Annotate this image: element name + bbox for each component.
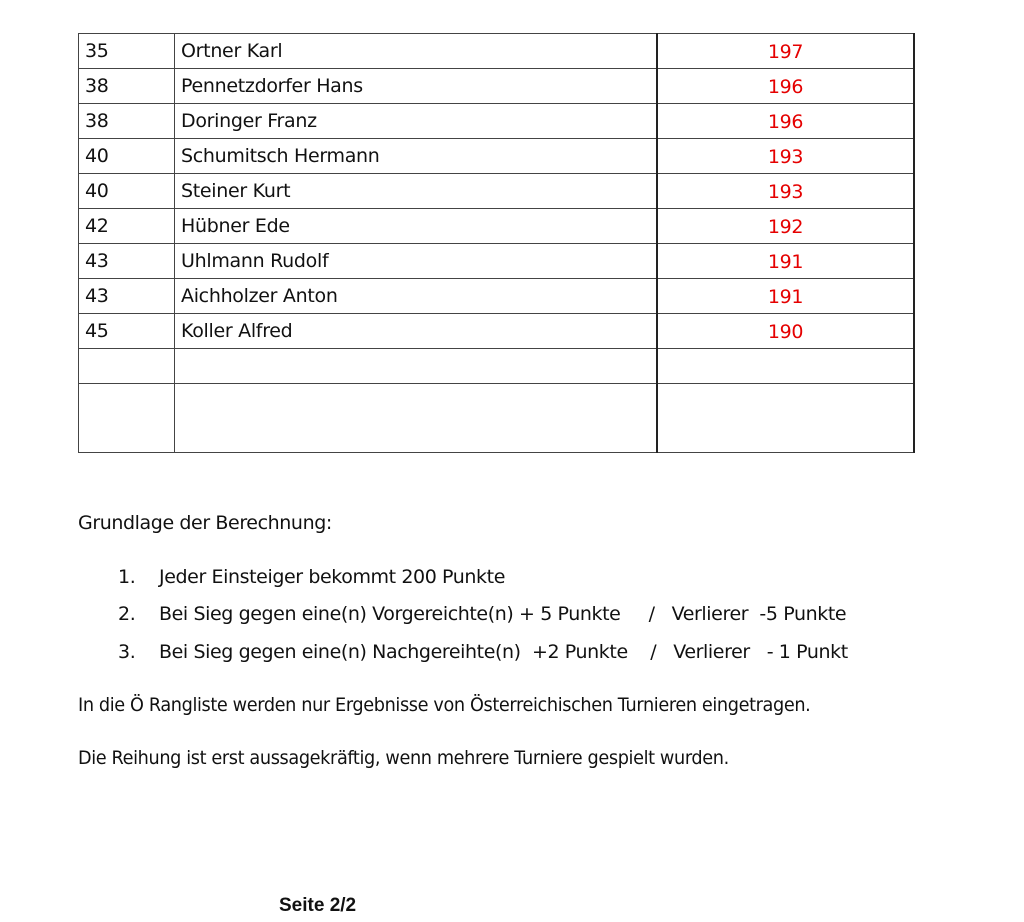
name-value: Ortner Karl <box>181 40 283 62</box>
rank-cell <box>79 349 175 384</box>
points-value: 190 <box>767 321 804 343</box>
rank-cell <box>79 34 175 69</box>
name-cell <box>175 349 658 384</box>
rank-cell <box>79 314 175 349</box>
points-value: 196 <box>767 111 804 133</box>
rank-cell <box>79 209 175 244</box>
rank-value: 35 <box>85 40 109 62</box>
name-value: Steiner Kurt <box>181 180 291 202</box>
points-cell <box>657 174 914 209</box>
name-cell <box>175 209 658 244</box>
rule-number: 2. <box>118 603 136 625</box>
table-row <box>79 34 915 69</box>
rank-cell <box>79 279 175 314</box>
name-cell <box>175 34 658 69</box>
points-value: 191 <box>767 251 804 273</box>
name-cell <box>175 314 658 349</box>
calculation-heading: Grundlage der Berechnung: <box>78 512 332 534</box>
name-cell <box>175 69 658 104</box>
rule-text: Jeder Einsteiger bekommt 200 Punkte <box>159 566 505 588</box>
name-cell <box>175 384 658 453</box>
points-value <box>658 384 913 393</box>
points-cell <box>657 279 914 314</box>
name-value <box>175 384 656 392</box>
points-cell <box>657 244 914 279</box>
points-value: 191 <box>767 286 804 308</box>
ranking-table <box>78 33 915 453</box>
points-cell <box>657 384 914 453</box>
rank-value: 42 <box>85 215 109 237</box>
table-row <box>79 349 915 384</box>
table-row <box>79 279 915 314</box>
note-austrian-tournaments: In die Ö Rangliste werden nur Ergebnisse von Österreichischen Turnieren eingetragen. <box>78 694 811 716</box>
points-cell <box>657 69 914 104</box>
rank-value: 38 <box>85 75 109 97</box>
name-cell <box>175 174 658 209</box>
name-value: Pennetzdorfer Hans <box>181 75 363 97</box>
points-cell <box>657 34 914 69</box>
rank-cell <box>79 139 175 174</box>
points-cell <box>657 104 914 139</box>
points-value <box>658 349 913 358</box>
name-value <box>175 349 656 357</box>
points-value: 193 <box>767 146 804 168</box>
name-value: Aichholzer Anton <box>181 285 338 307</box>
page-number: Seite 2/2 <box>279 895 357 916</box>
table-row <box>79 104 915 139</box>
rank-value <box>79 384 174 392</box>
table-row <box>79 139 915 174</box>
rule-text: Bei Sieg gegen eine(n) Vorgereichte(n) + 5 Punkte / Verlierer -5 Punkte <box>159 603 847 625</box>
points-cell <box>657 349 914 384</box>
name-cell <box>175 104 658 139</box>
table-row <box>79 384 915 453</box>
rank-cell <box>79 244 175 279</box>
table-row <box>79 314 915 349</box>
table-row <box>79 209 915 244</box>
rank-cell <box>79 69 175 104</box>
rank-value: 43 <box>85 250 109 272</box>
name-value: Schumitsch Hermann <box>181 145 380 167</box>
rank-value: 45 <box>85 320 109 342</box>
table-row <box>79 244 915 279</box>
rank-value: 38 <box>85 110 109 132</box>
name-cell <box>175 139 658 174</box>
table-row <box>79 69 915 104</box>
points-cell <box>657 209 914 244</box>
name-value: Hübner Ede <box>181 215 290 237</box>
rule-number: 1. <box>118 566 136 588</box>
points-cell <box>657 139 914 174</box>
name-value: Uhlmann Rudolf <box>181 250 329 272</box>
rank-cell <box>79 384 175 453</box>
note-ranking-significance: Die Reihung ist erst aussagekräftig, wenn mehrere Turniere gespielt wurden. <box>78 747 729 769</box>
rank-value: 40 <box>85 180 109 202</box>
points-value: 193 <box>767 181 804 203</box>
rule-number: 3. <box>118 641 136 663</box>
rule-text: Bei Sieg gegen eine(n) Nachgereihte(n) +2 Punkte / Verlierer - 1 Punkt <box>159 641 848 663</box>
rank-value: 43 <box>85 285 109 307</box>
points-value: 197 <box>767 41 804 63</box>
rank-cell <box>79 174 175 209</box>
rank-value <box>79 349 174 357</box>
name-value: Koller Alfred <box>181 320 293 342</box>
points-value: 196 <box>767 76 804 98</box>
name-value: Doringer Franz <box>181 110 317 132</box>
points-cell <box>657 314 914 349</box>
rank-value: 40 <box>85 145 109 167</box>
table-row <box>79 174 915 209</box>
points-value: 192 <box>767 216 804 238</box>
name-cell <box>175 279 658 314</box>
rank-cell <box>79 104 175 139</box>
name-cell <box>175 244 658 279</box>
